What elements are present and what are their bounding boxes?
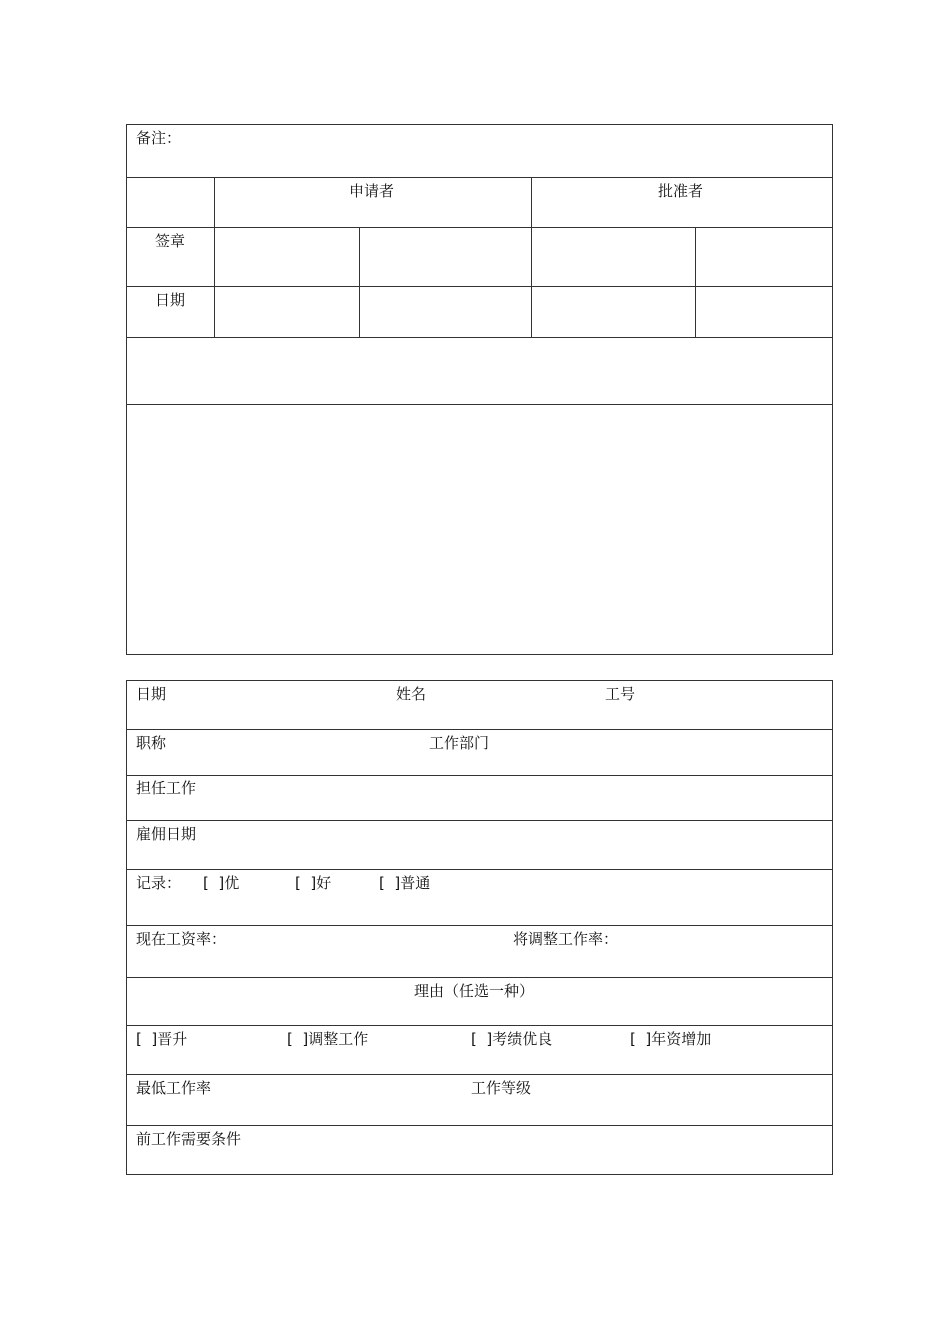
row-divider	[126, 1125, 833, 1126]
row-divider	[126, 404, 833, 405]
reason-option-promotion[interactable]: [ ]晋升	[136, 1030, 188, 1048]
record-option-good[interactable]: [ ]好	[295, 874, 332, 892]
reason-option-job-adjustment[interactable]: [ ]调整工作	[287, 1030, 369, 1048]
row-divider	[126, 177, 833, 178]
remarks-label: 备注：	[136, 129, 182, 147]
current-rate-label: 现在工资率：	[136, 930, 227, 948]
reason-option-performance[interactable]: [ ]考绩优良	[471, 1030, 553, 1048]
record-label: 记录：	[136, 874, 182, 892]
applicant-header: 申请者	[349, 182, 395, 200]
row-divider	[126, 227, 833, 228]
row-divider	[126, 775, 833, 776]
row-divider	[126, 977, 833, 978]
position-label: 担任工作	[136, 779, 197, 797]
row-divider	[126, 1074, 833, 1075]
row-divider	[126, 1025, 833, 1026]
reason-option-seniority[interactable]: [ ]年资增加	[630, 1030, 712, 1048]
department-label: 工作部门	[429, 734, 490, 752]
min-rate-label: 最低工作率	[136, 1079, 212, 1097]
name-label: 姓名	[396, 685, 427, 703]
row-divider	[126, 286, 833, 287]
row-divider	[126, 337, 833, 338]
reason-header: 理由（任选一种）	[414, 982, 535, 1000]
record-option-average[interactable]: [ ]普通	[379, 874, 431, 892]
row-divider	[126, 869, 833, 870]
row-divider	[126, 925, 833, 926]
employee-no-label: 工号	[605, 685, 636, 703]
col-divider	[359, 227, 360, 337]
row-divider	[126, 729, 833, 730]
col-divider	[531, 177, 532, 337]
adjusted-rate-label: 将调整工作率：	[513, 930, 619, 948]
col-divider	[695, 227, 696, 337]
seal-label: 签章	[155, 232, 186, 250]
requirements-label: 前工作需要条件	[136, 1130, 242, 1148]
col-divider	[214, 177, 215, 337]
approver-header: 批准者	[658, 182, 704, 200]
approval-table	[126, 124, 833, 655]
salary-adjustment-table	[126, 680, 833, 1175]
title-label: 职称	[136, 734, 167, 752]
row-divider	[126, 820, 833, 821]
job-grade-label: 工作等级	[471, 1079, 532, 1097]
date-label: 日期	[155, 291, 186, 309]
t2-date-label: 日期	[136, 685, 167, 703]
hire-date-label: 雇佣日期	[136, 825, 197, 843]
record-option-excellent[interactable]: [ ]优	[203, 874, 240, 892]
